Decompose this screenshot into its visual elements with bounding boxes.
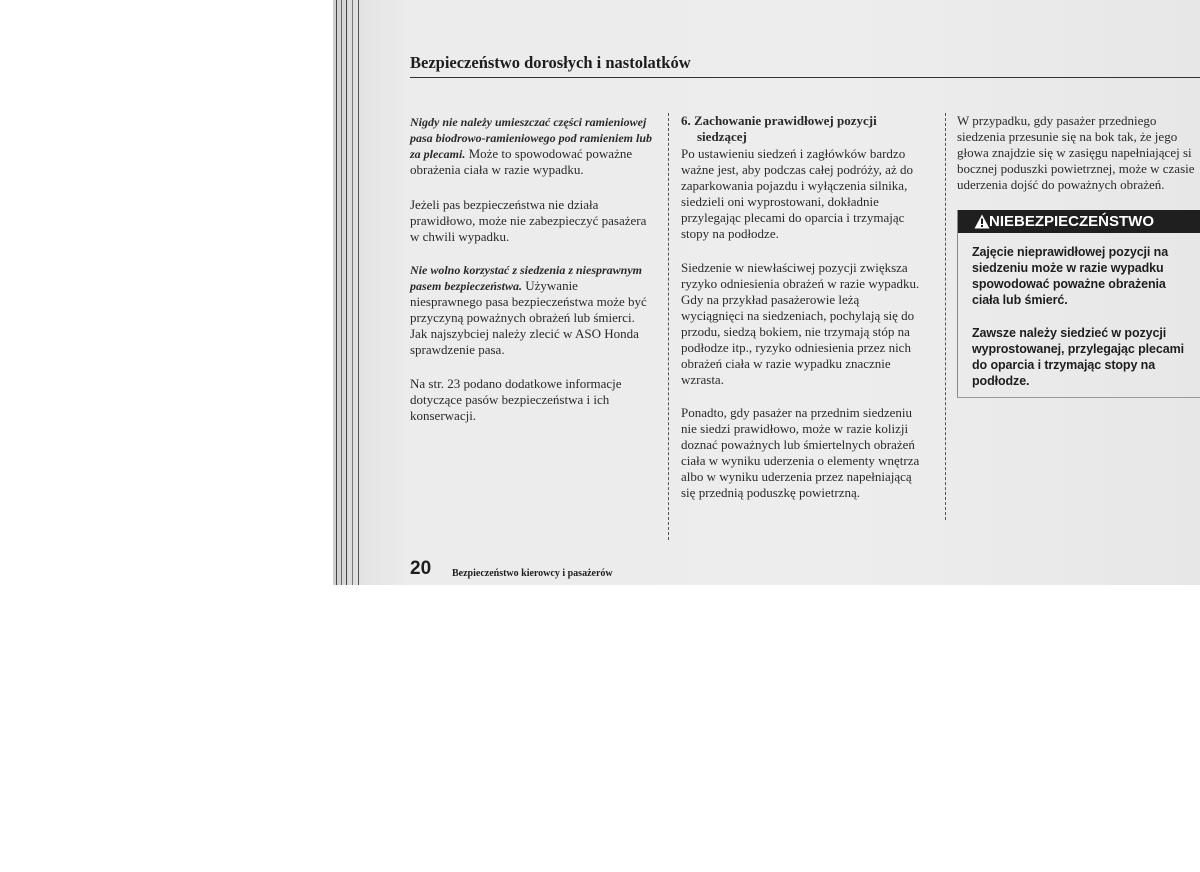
text-emphasis: za plecami.	[410, 147, 466, 161]
text-run: Używanie	[522, 278, 578, 293]
text-line: głowa znajdzie się w zasięgu napełniającej si	[957, 145, 1192, 160]
text-line: w chwili wypadku.	[410, 229, 510, 244]
column-1	[410, 376, 622, 424]
text-line: podłodze itp., ryzyko odniesienia przez nich	[681, 340, 911, 355]
text-line: Jak najszybciej należy zlecić w ASO Honda	[410, 326, 639, 341]
binding-shadow	[358, 0, 359, 585]
text-line: obrażenia ciała w razie wypadku.	[410, 162, 584, 177]
column-1	[410, 197, 646, 245]
text-line: przylegając plecami do oparcia i trzymając	[681, 210, 905, 225]
text-line: 6. Zachowanie prawidłowej pozycji	[681, 113, 877, 128]
title-rule	[410, 77, 1200, 78]
text-line: albo w wyniku uderzenia przez napełniającą	[681, 469, 912, 484]
text-line: Nigdy nie należy umieszczać części ramieniowej	[410, 115, 647, 129]
text-line: Ponadto, gdy pasażer na przednim siedzeniu	[681, 405, 913, 420]
text-line: obrażeń ciała w razie wypadku znacznie	[681, 356, 891, 371]
footer-section-title: Bezpieczeństwo kierowcy i pasażerów	[452, 568, 613, 579]
text-line: spowodować poważne obrażenia	[972, 277, 1166, 291]
text-line: siedzenia przesunie się na bok tak, że jego	[957, 129, 1178, 144]
text-line	[410, 146, 652, 162]
text-line: do oparcia i trzymając stopy na	[972, 358, 1156, 372]
page-number: 20	[410, 558, 432, 579]
binding-shadow	[346, 0, 347, 585]
text-line: Po ustawieniu siedzeń i zagłówków bardzo	[681, 146, 906, 161]
text-line: ryzyko odniesienia obrażeń w razie wypadku.	[681, 276, 920, 291]
text-line: siedzeniu może w razie wypadku	[972, 261, 1164, 275]
text-line: przyczyną poważnych obrażeń lub śmierci.	[410, 310, 635, 325]
paragraph	[681, 146, 913, 242]
column-2	[681, 146, 913, 242]
text-line: wyciągnięci na siedzeniach, pochylają się do	[681, 308, 915, 323]
text-line: Zajęcie nieprawidłowej pozycji na	[972, 245, 1169, 259]
text-line: ważne jest, aby podczas całej podróży, aż do	[681, 162, 913, 177]
column-2	[681, 113, 877, 145]
column-1	[410, 114, 652, 178]
text-line: bocznej poduszki powietrznej, może w czasie	[957, 161, 1195, 176]
paragraph	[410, 262, 647, 358]
text-line: wyprostowanej, przylegając plecami	[972, 342, 1184, 356]
text-line: ciała lub śmierć.	[972, 293, 1068, 307]
text-line: niesprawnego pasa bezpieczeństwa może być	[410, 294, 647, 309]
text-line: zaparkowania pojazdu i wyłączenia silnika,	[681, 178, 908, 193]
text-line: prawidłowo, może nie zabezpieczyć pasażera	[410, 213, 647, 228]
binding-shadow	[336, 0, 337, 585]
warning-title: NIEBEZPIECZEŃSTWO	[989, 213, 1155, 230]
paragraph	[410, 197, 646, 245]
manual-page	[333, 0, 1200, 585]
text-line	[410, 278, 647, 294]
section-heading	[681, 113, 877, 145]
text-line: Nie wolno korzystać z siedzenia z niesprawnym	[410, 263, 643, 277]
text-line: Siedzenie w niewłaściwej pozycji zwiększa	[681, 260, 908, 275]
column-separator	[668, 113, 669, 540]
column-3	[957, 113, 1195, 193]
paragraph	[681, 405, 919, 501]
text-line: siedzącej	[697, 129, 747, 144]
text-line: doznać poważnych lub śmiertelnych obrażeń	[681, 437, 915, 452]
binding-shadow	[352, 0, 353, 585]
text-line: pasa biodrowo-ramieniowego pod ramieniem lub	[410, 131, 653, 145]
column-separator	[945, 113, 946, 520]
column-2	[681, 405, 919, 501]
warning-header	[958, 210, 1200, 233]
text-run: Może to spowodować poważne	[465, 146, 633, 161]
text-line: stopy na podłodze.	[681, 226, 779, 241]
page-title: Bezpieczeństwo dorosłych i nastolatków	[410, 53, 691, 72]
text-line: W przypadku, gdy pasażer przedniego	[957, 113, 1157, 128]
binding-shadow	[341, 0, 342, 585]
text-line: uderzenia dojść do poważnych obrażeń.	[957, 177, 1165, 192]
column-2	[681, 260, 919, 388]
text-line: nie siedzi prawidłowo, może w razie kolizji	[681, 421, 909, 436]
text-line: konserwacji.	[410, 408, 477, 423]
text-line: Zawsze należy siedzieć w pozycji	[972, 326, 1167, 340]
paragraph	[410, 114, 652, 178]
text-line: dotyczące pasów bezpieczeństwa i ich	[410, 392, 610, 407]
text-line: przodu, siedzą bokiem, nie trzymają stóp na	[681, 324, 910, 339]
text-emphasis: pasem bezpieczeństwa.	[410, 279, 522, 293]
text-line: Gdy na przykład pasażerowie leżą	[681, 292, 860, 307]
text-line: wzrasta.	[681, 372, 724, 387]
danger-warning-box	[957, 210, 1200, 398]
column-1	[410, 262, 647, 358]
warning-paragraph	[972, 244, 1168, 308]
paragraph	[681, 260, 919, 388]
paragraph	[410, 376, 622, 424]
text-line: Jeżeli pas bezpieczeństwa nie działa	[410, 197, 599, 212]
text-line: sprawdzenie pasa.	[410, 342, 505, 357]
warning-paragraph	[972, 325, 1184, 389]
text-line: Na str. 23 podano dodatkowe informacje	[410, 376, 622, 391]
text-line: siedzieli oni wyprostowani, dokładnie	[681, 194, 879, 209]
text-line: podłodze.	[972, 374, 1030, 388]
text-line: się przednią poduszkę powietrzną.	[681, 485, 861, 500]
warning-triangle-icon	[974, 214, 990, 229]
text-line: ciała w wyniku uderzenia o elementy wnętrza	[681, 453, 920, 468]
paragraph	[957, 113, 1195, 193]
